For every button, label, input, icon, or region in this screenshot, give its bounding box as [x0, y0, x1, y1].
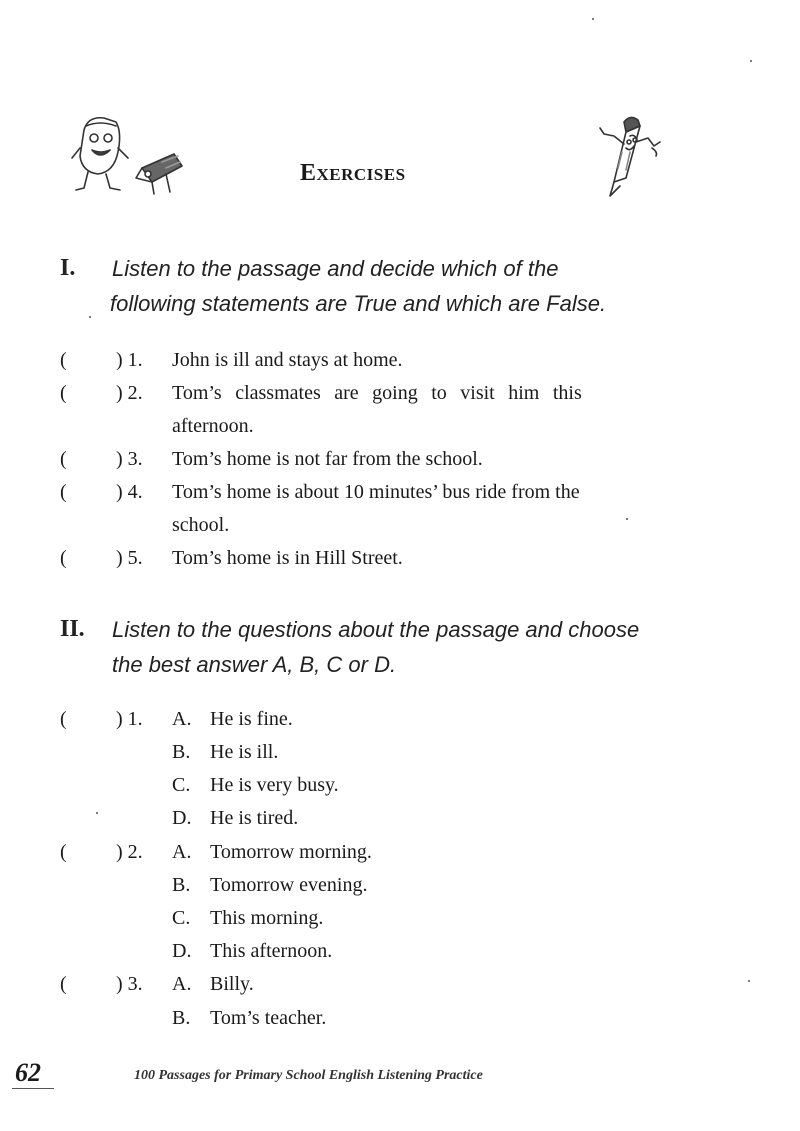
option-text: Tomorrow morning.: [210, 841, 372, 863]
item-number: ) 3.: [116, 448, 143, 470]
statement-text: John is ill and stays at home.: [172, 349, 403, 371]
section1-instruction-line1: Listen to the passage and decide which of the: [112, 256, 559, 281]
item-number: ) 1.: [116, 349, 143, 371]
option-text: This morning.: [210, 907, 324, 929]
scan-speck: [89, 316, 91, 318]
option-text: He is fine.: [210, 708, 293, 730]
option-letter: A.: [172, 708, 192, 730]
option-text: This afternoon.: [210, 940, 333, 962]
option-text: Tom’s teacher.: [210, 1007, 327, 1029]
question-number: ) 2.: [116, 841, 143, 863]
running-footer: 100 Passages for Primary School English Listening Practice: [134, 1068, 483, 1083]
item-number: ) 5.: [116, 547, 143, 569]
answer-blank-paren: (: [60, 349, 67, 371]
option-letter: B.: [172, 874, 191, 896]
question-number: ) 1.: [116, 708, 143, 730]
answer-blank-paren: (: [60, 708, 67, 730]
option-text: He is ill.: [210, 741, 279, 763]
option-letter: B.: [172, 741, 191, 763]
section2-numeral: II.: [60, 616, 85, 642]
statement-text: Tom’s home is not far from the school.: [172, 448, 483, 470]
answer-blank-paren: (: [60, 547, 67, 569]
option-letter: C.: [172, 774, 191, 796]
option-letter: D.: [172, 807, 192, 829]
page-number-underline: [12, 1088, 54, 1089]
option-letter: B.: [172, 1007, 191, 1029]
item-number: ) 4.: [116, 481, 143, 503]
answer-blank-paren: (: [60, 481, 67, 503]
section1-instruction-line2: following statements are True and which are False.: [110, 291, 607, 316]
section2-instruction-line2: the best answer A, B, C or D.: [112, 652, 397, 677]
option-text: Billy.: [210, 973, 254, 995]
option-letter: D.: [172, 940, 192, 962]
option-letter: A.: [172, 841, 192, 863]
scan-speck: [626, 518, 628, 520]
scan-speck: [750, 60, 752, 62]
cartoon-eraser-and-sharpener-icon: [70, 112, 190, 198]
option-letter: A.: [172, 973, 192, 995]
statement-text: Tom’s home is about 10 minutes’ bus ride from the: [172, 481, 580, 503]
section2-instruction-line1: Listen to the questions about the passage and choose: [112, 617, 640, 642]
option-text: He is very busy.: [210, 774, 339, 796]
option-text: He is tired.: [210, 807, 299, 829]
cartoon-pencil-icon: [596, 112, 666, 200]
scan-speck: [592, 18, 594, 20]
answer-blank-paren: (: [60, 973, 67, 995]
scan-speck: [748, 980, 750, 982]
option-letter: C.: [172, 907, 191, 929]
answer-blank-paren: (: [60, 841, 67, 863]
statement-text: Tom’s home is in Hill Street.: [172, 547, 403, 569]
page-title: Exercises: [300, 160, 406, 186]
scan-speck: [96, 812, 98, 814]
answer-blank-paren: (: [60, 448, 67, 470]
answer-blank-paren: (: [60, 382, 67, 404]
statement-text: Tom’s classmates are going to visit him this: [172, 382, 582, 404]
question-number: ) 3.: [116, 973, 143, 995]
option-text: Tomorrow evening.: [210, 874, 368, 896]
page-number: 62: [15, 1058, 41, 1087]
statement-text-continued: school.: [172, 514, 230, 536]
item-number: ) 2.: [116, 382, 143, 404]
statement-text-continued: afternoon.: [172, 415, 254, 437]
section1-numeral: I.: [60, 255, 76, 281]
